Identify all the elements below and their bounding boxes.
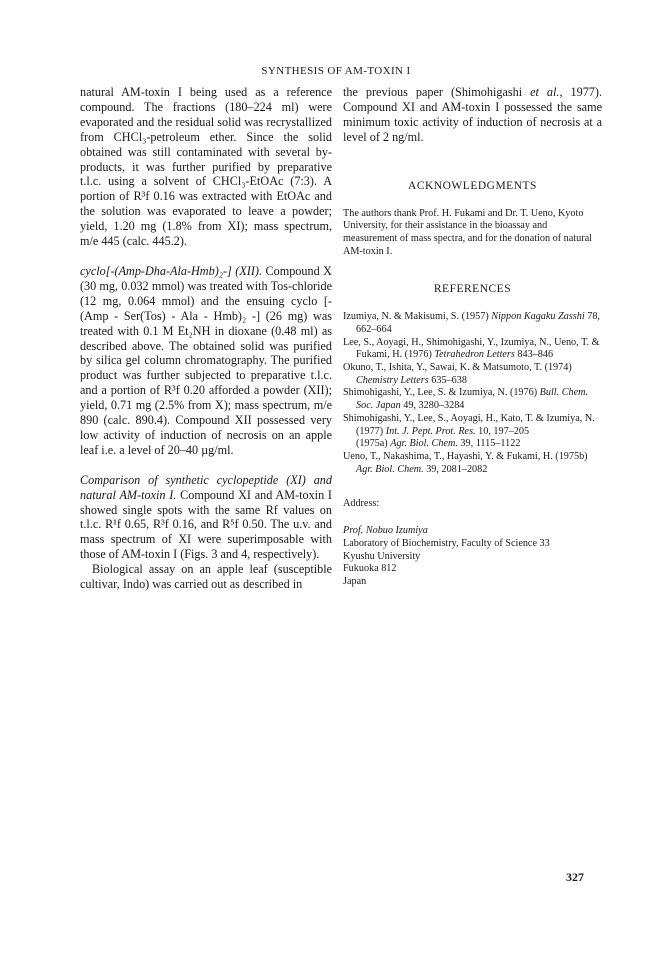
reference-journal: Agr. Biol. Chem. [390, 438, 458, 450]
acknowledgments-text: The authors thank Prof. H. Fukami and Dr. T. Ueno, Kyoto University, for their assistance in the bioassay and measurement of mass spectra, and for the donation of natural AM-toxin I. [343, 207, 592, 257]
reference-authors: Shimohigashi, Y., Lee, S., Aoyagi, H., Kato, T. & Izumiya, N. (1977) [343, 412, 595, 437]
reference-authors: Okuno, T., Ishita, Y., Sawai, K. & Matsumoto, T. (1974) [343, 362, 572, 374]
toxicity-start: the previous paper (Shimohigashi [343, 85, 531, 99]
paragraph-toxicity [343, 85, 602, 145]
reference-authors: Shimohigashi, Y., Lee, S. & Izumiya, N. (1976) [343, 387, 540, 399]
reference-item [343, 413, 602, 438]
paragraph-compound-xii [80, 264, 332, 458]
reference-item [343, 311, 602, 336]
reference-authors: Ueno, T., Nakashima, T., Hayashi, Y. & Fukami, H. (1975b) [343, 450, 588, 462]
reference-item [343, 362, 602, 387]
address-line: Kyushu University [343, 550, 421, 562]
reference-year: (1975a) [356, 438, 391, 450]
comparison-title: Comparison of synthetic cyclopeptide (XI) and natural AM-toxin I. [80, 472, 332, 502]
reference-journal: Tetrahedron Letters [434, 349, 515, 361]
address-name [343, 525, 602, 538]
address-line: Fukuoka 812 [343, 563, 397, 575]
address-line: Laboratory of Biochemistry, Faculty of Science 33 [343, 537, 550, 549]
reference-journal: Int. J. Pept. Prot. Res. [385, 425, 476, 437]
reference-volume: 843–846 [514, 349, 554, 361]
page-number: 327 [566, 870, 584, 884]
author-name: Prof. Nobuo Izumiya [343, 525, 428, 537]
address-label: Address: [343, 498, 380, 510]
paragraph-comparison [80, 473, 332, 562]
references-list [343, 311, 602, 476]
reference-volume: 635–638 [428, 374, 467, 386]
paragraph-purification: natural AM-toxin I being used as a reference compound. The fractions (180–224 ml) were evaporated and the residual solid was recrystallized from CHCl₃-petroleum ether. Since the solid obtained was still contaminated with several by-products, it was further purified by preparative t.l.c. using a solvent of CHCl₃-EtOAc (7:3). A portion of R³f 0.16 was extracted with EtOAc and the solution was evaporated to leave a powder; yield, 1.20 mg (1.8% from XI); mass spectrum, m/e 445 (calc. 445.2). [80, 85, 332, 249]
reference-item [343, 451, 602, 476]
compound-xii-title: cyclo[-(Amp-Dha-Ala-Hmb)₂-] (XII). [80, 263, 263, 278]
reference-authors: Izumiya, N. & Makisumi, S. (1957) [343, 311, 492, 323]
right-column [343, 85, 602, 589]
reference-volume: 10, 197–205 [475, 425, 530, 437]
reference-journal: Agr. Biol. Chem. [356, 463, 424, 475]
reference-journal: Nippon Kagaku Zasshi [491, 311, 585, 323]
acknowledgments-heading: ACKNOWLEDGMENTS [408, 179, 537, 192]
reference-journal: Bull. Chem. Soc. Japan [356, 387, 589, 412]
compound-xii-body: Compound X (30 mg, 0.032 mmol) was treated with Tos-chloride (12 mg, 0.064 mmol) and the ensuing cyclo [- (Amp - Ser(Tos) - Ala - Hmb)₂ -] (26 mg) was treated with 0.1 M Et₂NH in dioxane (0.48 ml) as described above. The obtained solid was purified by silica gel column chromatography. The purified product was further subjected to preparative t.l.c. and a portion of R³f 0.20 afforded a powder (XII); yield, 0.71 mg (2.5% from X); mass spectrum, m/e 890 (calc. 890.4). Compound XII possessed very low activity of induction of necrosis on an apple leaf i.e. a level of 20–40 µg/ml. [80, 263, 332, 457]
address-line: Japan [343, 575, 367, 587]
toxicity-end: 1977). Compound XI and AM-toxin I possessed the same minimum toxic activity of induction of necrosis at a level of 2 ng/ml. [343, 85, 602, 144]
comparison-body: Compound XI and AM-toxin I showed single spots with the same Rf values on t.l.c. R¹f 0.65, R³f 0.16, and R⁵f 0.50. The u.v. and mass spectrum of XI were superimposable with those of AM-toxin I (Figs. 3 and 4, respectively). [80, 487, 332, 562]
toxicity-etal: et al., [530, 85, 563, 99]
references-heading: REFERENCES [433, 283, 512, 296]
reference-authors: Lee, S., Aoyagi, H., Shimohigashi, Y., Izumiya, N., Ueno, T. & Fukami, H. (1976) [343, 336, 600, 361]
reference-journal: Chemistry Letters [356, 374, 429, 386]
reference-item [343, 387, 602, 412]
reference-item-continued [343, 438, 602, 451]
paragraph-bioassay: Biological assay on an apple leaf (susceptible cultivar, Indo) was carried out as described in [80, 562, 332, 592]
running-title: SYNTHESIS OF AM-TOXIN I [261, 65, 411, 77]
reference-volume: 78, 662–664 [356, 311, 600, 335]
reference-volume: 39, 2081–2082 [423, 463, 488, 475]
reference-volume: 39, 1115–1122 [457, 438, 521, 450]
left-column [80, 85, 332, 592]
reference-volume: 49, 3280–3284 [400, 400, 465, 412]
reference-item [343, 337, 602, 362]
